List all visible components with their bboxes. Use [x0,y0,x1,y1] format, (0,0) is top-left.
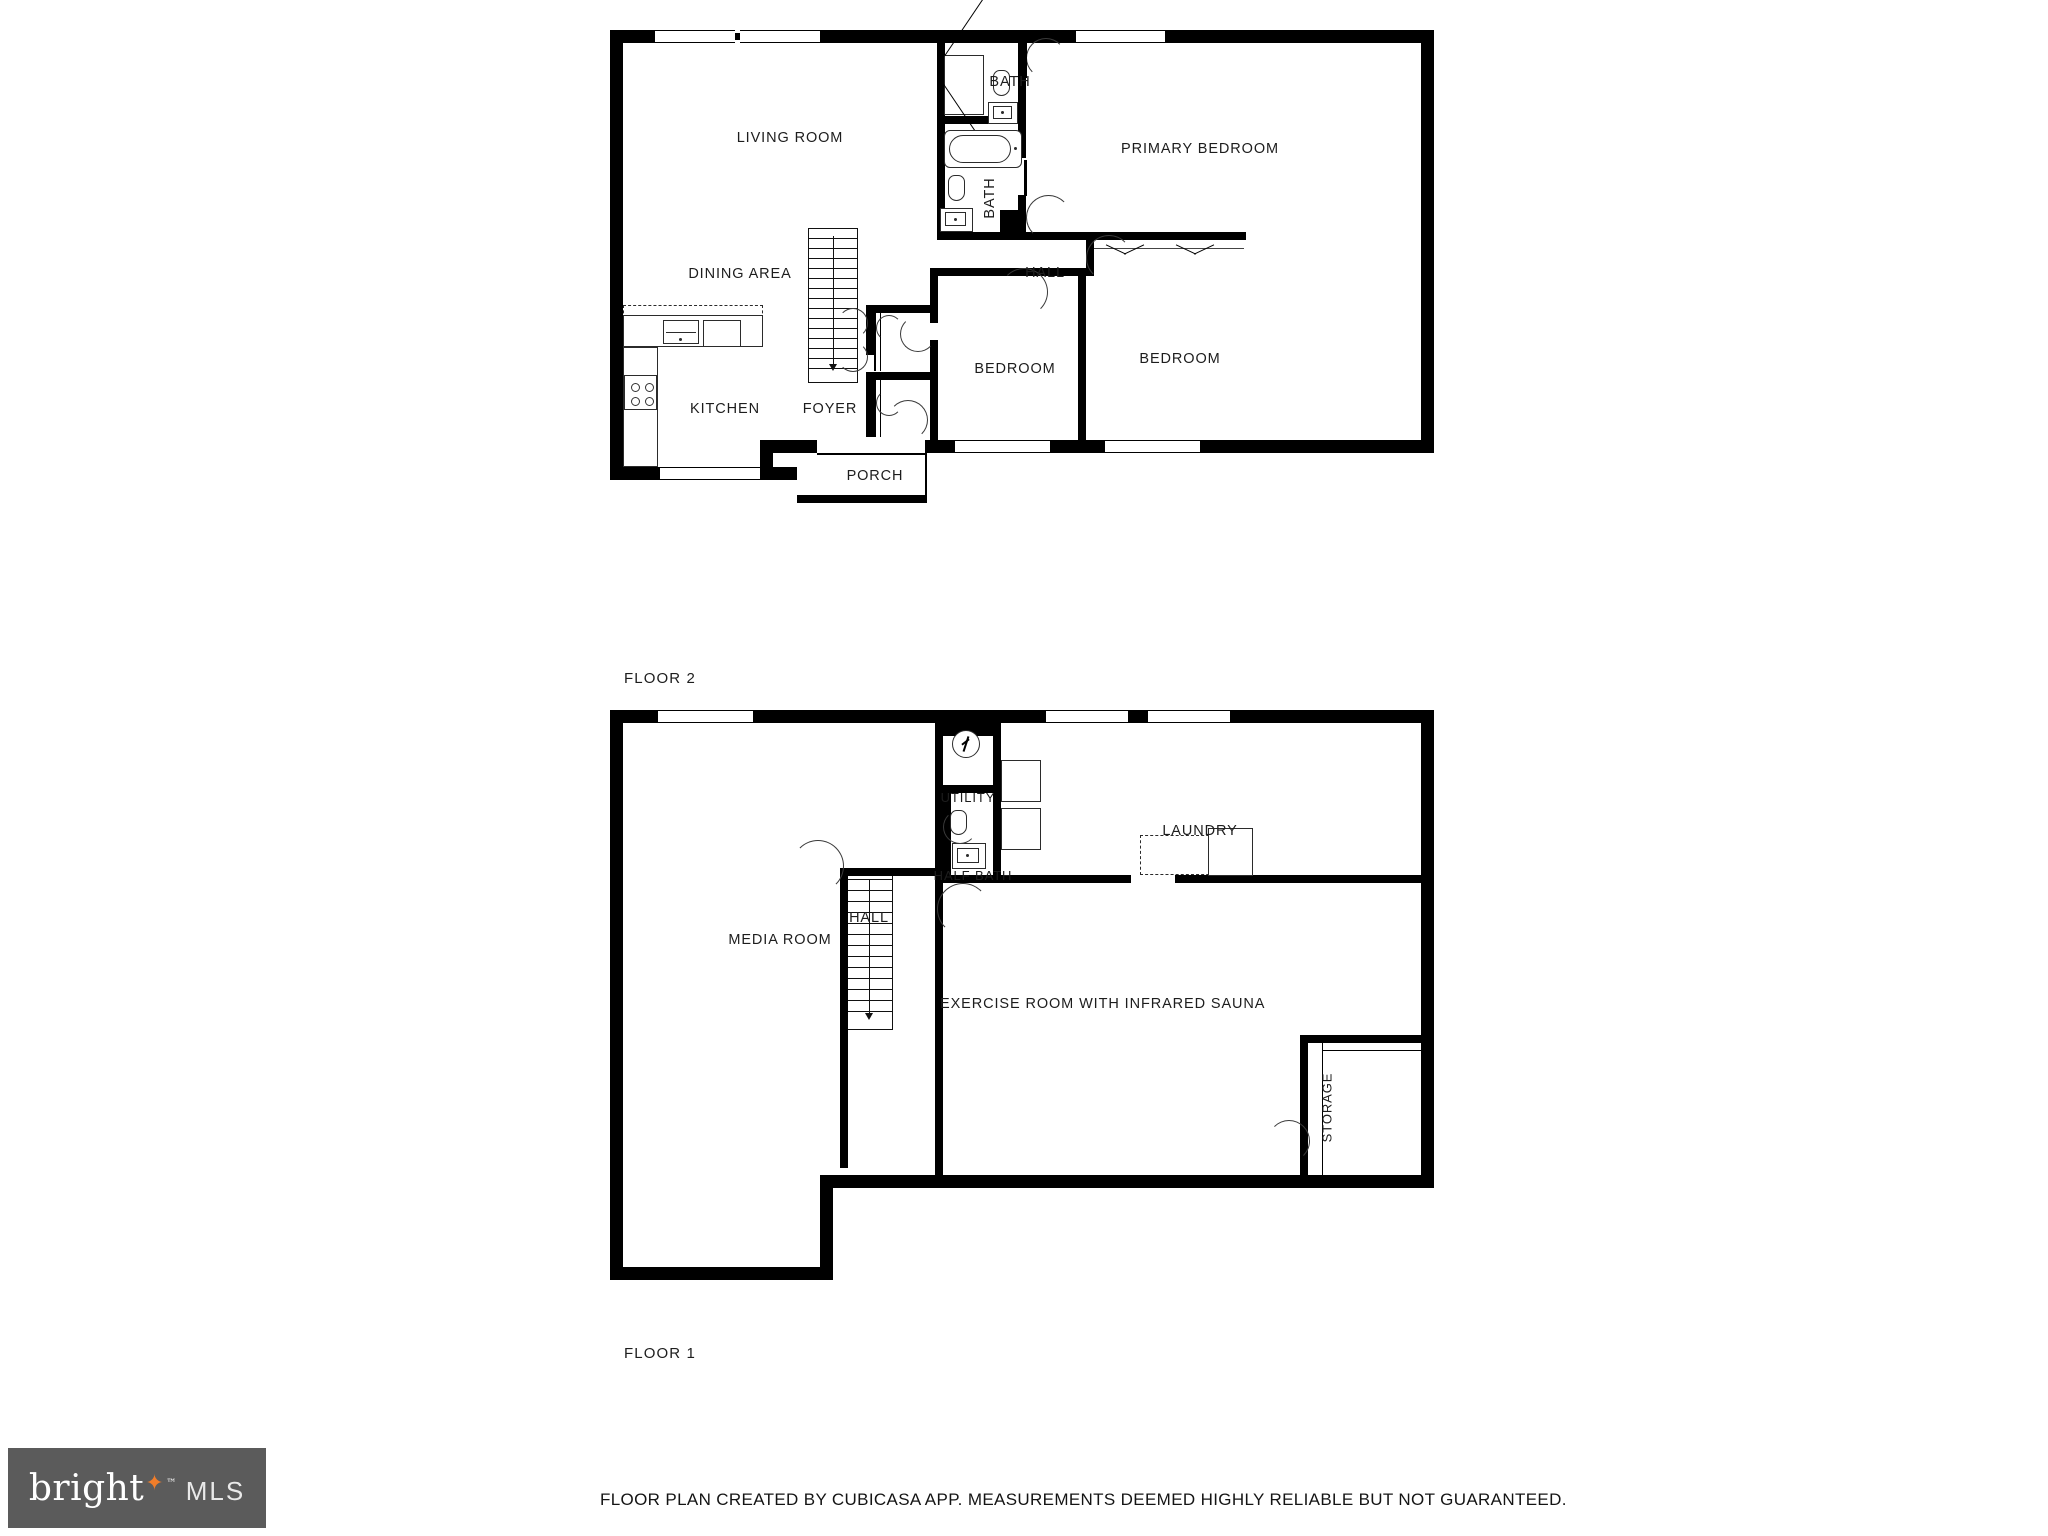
interior-wall-bedroom1-left [930,268,938,323]
range-burner-4 [645,397,654,406]
f1-room-label-laundry: LAUNDRY [1162,823,1238,839]
room-label-kitchen: KITCHEN [690,401,760,417]
interior-wall-hall-bottom [937,232,1037,240]
f1-room-label-hall: HALL [849,910,889,926]
room-label-hall: HALL [1025,265,1065,281]
closet-door-swing-c [876,315,902,341]
f1-exterior-bottom-left [610,1267,833,1280]
f1-room-label-media-room: MEDIA ROOM [728,932,832,948]
room-label-bedroom-2: BEDROOM [1139,351,1221,367]
f1-room-label-exercise: EXERCISE ROOM WITH INFRARED SAUNA [940,996,1266,1012]
f1-storage-left-wall [1300,1035,1308,1188]
stair-direction-line-floor2 [833,236,834,366]
room-label-bath-top: BATH [989,74,1031,90]
f1-exterior-top-3 [993,710,1046,723]
f1-door-swing-storage [1268,1120,1310,1162]
bathtub-basin [949,135,1011,163]
range-burner-1 [631,383,640,392]
f1-storage-top-wall [1300,1035,1434,1043]
f1-exterior-right [1421,710,1434,1185]
door-leaf-primary [1024,160,1027,196]
exterior-wall-top-right [1235,30,1434,43]
room-label-porch: PORCH [846,468,904,484]
floor-1-caption: FLOOR 1 [624,1345,696,1362]
f1-door-swing-halfbath [943,810,977,844]
room-label-bedroom-1: BEDROOM [974,361,1056,377]
f1-halfbath-sink-drain [966,854,969,857]
porch-outline-right [925,453,927,503]
interior-wall-bedroom-divider [1078,268,1086,450]
f1-door-swing-hall [792,840,844,892]
room-label-dining-area: DINING AREA [688,266,792,282]
f1-room-label-storage: STORAGE [1319,1072,1335,1143]
f1-window-top-2 [1046,710,1128,723]
sink-drain-top-bath [1001,111,1004,114]
f1-laundry-appliance-2 [1001,808,1041,850]
room-label-primary-bedroom: PRIMARY BEDROOM [1121,141,1279,157]
range-burner-3 [631,397,640,406]
bright-mls-logo [8,1448,266,1528]
f1-room-label-utility: UTILITY [940,790,996,805]
f1-exterior-top-2 [753,710,941,723]
brand-star-icon: ✦ [145,1470,165,1496]
f1-exterior-left [610,710,623,1280]
f1-exterior-step-vertical [820,1175,833,1280]
exterior-wall-top-mid [820,30,940,43]
interior-wall-foyer-top [866,305,938,313]
toilet-lower-bath [948,175,965,201]
window-living-room-top-1 [655,30,735,43]
window-bedroom2-bottom [1105,440,1200,453]
brand-trademark: ™ [166,1477,177,1489]
door-leaf-bath-top [1024,38,1027,78]
door-swing-bath-lower [900,316,936,352]
kitchen-cooktop-cabinet [703,320,741,347]
exterior-wall-left [610,30,623,480]
floor-2-caption: FLOOR 2 [624,670,696,687]
window-kitchen-bottom [660,467,765,480]
closet-door-swing-b [838,342,868,372]
kitchen-faucet-dot [679,338,682,341]
f1-exterior-step-horizontal [820,1175,950,1188]
range-burner-2 [645,383,654,392]
window-bedroom1-bottom [955,440,1050,453]
brand-wordmark [29,1468,245,1509]
f1-exterior-top-4 [1128,710,1148,723]
window-living-room-top-2 [740,30,820,43]
room-label-living-room: LIVING ROOM [736,130,844,146]
closet-door-swing-a [838,308,868,338]
porch-wall-bottom [797,495,927,503]
footer-disclaimer: FLOOR PLAN CREATED BY CUBICASA APP. MEASUREMENTS DEEMED HIGHLY RELIABLE BUT NOT GUARANTEED. [600,1490,1567,1509]
bathtub-drain [1014,147,1017,150]
room-label-bath-lower: BATH [982,177,998,219]
f1-storage-shelf-line [1322,1050,1422,1051]
exterior-wall-bottom-right [1200,440,1434,453]
floor-1-plan [600,700,1460,1340]
f1-exterior-top-right [1230,710,1434,723]
stair-direction-arrow-floor2 [829,364,837,371]
stair-direction-arrow-floor1 [865,1013,873,1020]
exterior-wall-bottom-left [610,467,660,480]
kitchen-sink-divider [666,332,696,333]
closet-door-track-1 [874,313,876,371]
porch-wall-top [760,440,817,453]
f1-window-top-1 [658,710,753,723]
f1-room-label-half-bath: HALF BATH [933,868,1013,883]
window-primary-top [1076,30,1165,43]
porch-outline-top [817,453,927,455]
f1-door-swing-exercise [937,883,989,935]
brand-name: bright [28,1467,145,1509]
interior-wall-foyer-closet [866,372,932,380]
door-swing-bath-top [1026,38,1066,78]
f1-laundry-bottom-wall-2 [1175,875,1421,883]
f1-utility-door-line [996,730,998,772]
door-swing-primary [1026,195,1071,240]
exterior-wall-right [1421,30,1434,450]
sink-drain-lower-bath [954,218,957,221]
interior-wall-bedroom1-left-2 [930,340,938,450]
floor-2-plan [600,20,1460,660]
f1-exterior-bottom-right [950,1175,1434,1188]
f1-window-top-3 [1148,710,1230,723]
room-label-foyer: FOYER [802,401,858,417]
brand-suffix: MLS [185,1475,246,1506]
exterior-wall-top-primary-2 [1165,30,1235,43]
